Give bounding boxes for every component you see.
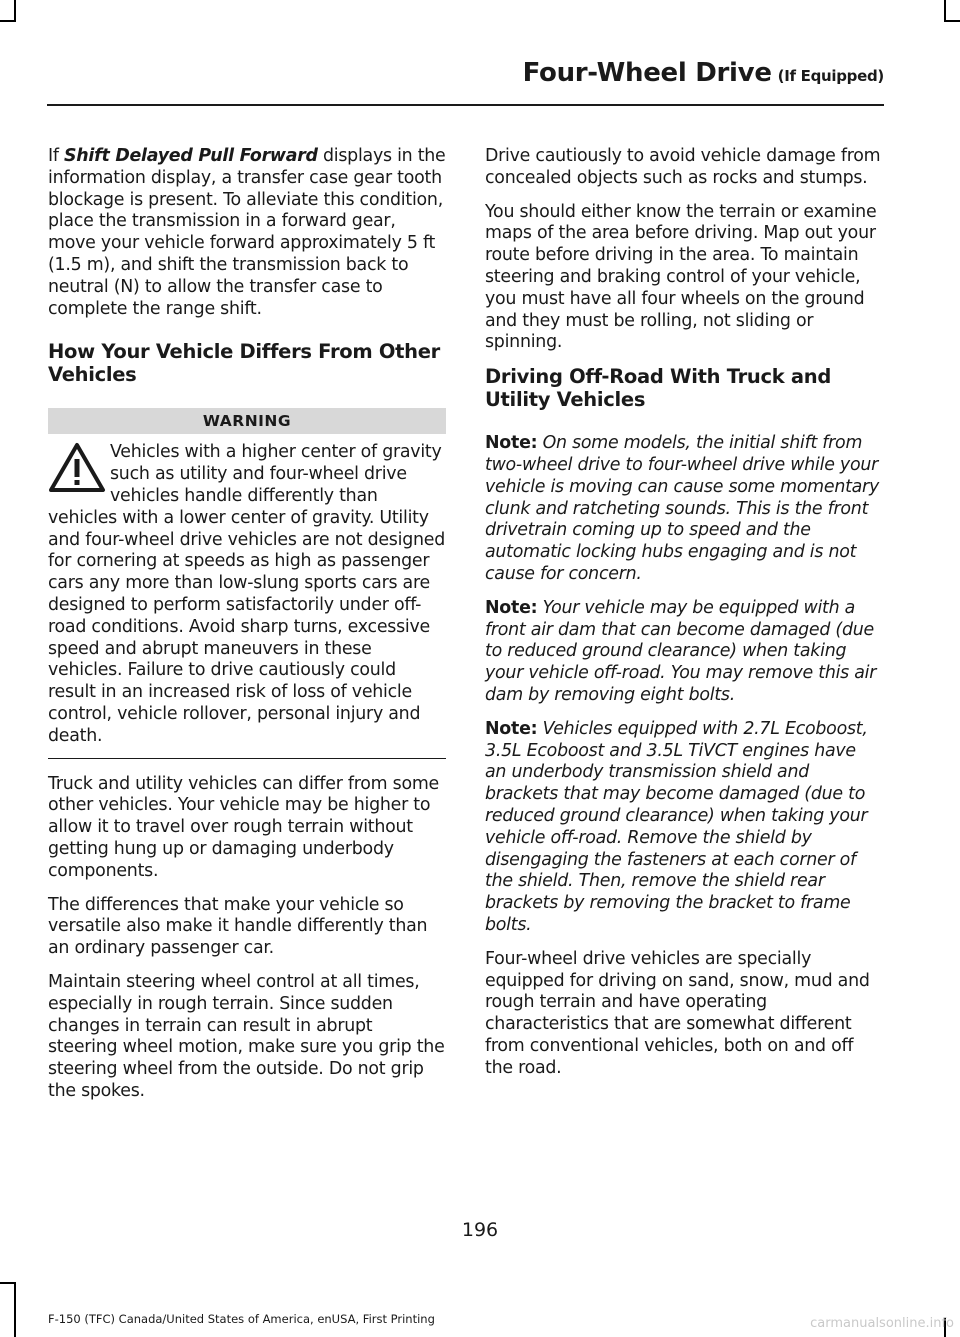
warning-text: Vehicles with a higher center of gravity such as utility and four-wheel drive vehicles handle differently than vehicles with a lower center of gravity. Utility and four-wheel drive vehicles are not designed for cornering at speeds as high as passenger cars any more than low-slung sports cars are designed to perform satisfactorily under off-road conditions. Avoid sharp turns, excessive speed and abrupt maneuvers in these vehicles. Failure to drive cautiously could result in an increased risk of loss of vehicle control, vehicle rollover, personal injury and death. (48, 442, 446, 746)
section-heading: How Your Vehicle Differs From Other Vehicles (48, 340, 441, 386)
note-label: Note: (485, 718, 538, 739)
paragraph: Four-wheel drive vehicles are specially equipped for driving on sand, snow, mud and rough terrain and have operating characteristics that are somewhat different from conventional vehicles, both on and off the road. (485, 948, 870, 1078)
text: If (48, 146, 65, 166)
note-text: Vehicles equipped with 2.7L Ecoboost, 3.5L Ecoboost and 3.5L TiVCT engines have an underbody transmission shield and brackets that may become damaged (due to reduced ground clearance) when taking your vehicle off-road. Remove the shield by disengaging the fasteners at each corner of the shield. Then, remove the shield rear brackets by removing the bracket to frame bolts. (485, 718, 868, 935)
note-label: Note: (485, 597, 538, 618)
crop-mark (14, 0, 16, 22)
section-heading: Driving Off-Road With Truck and Utility Vehicles (485, 365, 831, 411)
page-number: 196 (461, 1219, 499, 1241)
note-text: On some models, the initial shift from two-wheel drive to four-wheel drive while your vehicle is moving can cause some momentary clunk and ratcheting sounds. This is the front drivetrain coming up to speed and the automatic locking hubs engaging and is not cause for concern. (485, 433, 880, 584)
crop-mark (14, 1282, 16, 1337)
note (485, 433, 881, 586)
page-header (0, 58, 884, 88)
watermark: carmanualsonline.info (810, 1316, 954, 1331)
paragraph: Drive cautiously to avoid vehicle damage from concealed objects such as rocks and stumps. (485, 146, 881, 188)
warning-body (48, 442, 446, 758)
crop-mark (944, 20, 960, 22)
paragraph: Truck and utility vehicles can differ from some other vehicles. Your vehicle may be higher to allow it to travel over rough terrain without getting hung up or damaging underbody components. (48, 773, 439, 881)
header-title-suffix: (If Equipped) (777, 67, 884, 85)
header-title: Four-Wheel Drive (522, 58, 772, 88)
paragraph: You should either know the terrain or examine maps of the area before driving. Map out your route before driving in the area. To maintain steering and braking control of your vehicle, you must have all four wheels on the ground and they must be rolling, not sliding or spinning. (485, 201, 877, 353)
paragraph (48, 146, 446, 320)
note-label: Note: (485, 433, 538, 454)
warning-triangle-icon (48, 442, 106, 494)
note (485, 598, 881, 707)
footer-text: F-150 (TFC) Canada/United States of America, enUSA, First Printing (48, 1312, 435, 1326)
display-message: Shift Delayed Pull Forward (64, 146, 318, 166)
paragraph: Maintain steering wheel control at all times, especially in rough terrain. Since sudden changes in terrain can result in abrupt steering wheel motion, make sure you grip the steering wheel from the outside. Do not grip the spokes. (48, 971, 445, 1101)
warning-label: WARNING (48, 408, 446, 434)
left-column (48, 146, 446, 1115)
crop-mark (944, 0, 946, 22)
crop-mark (0, 1282, 16, 1284)
note-text: Your vehicle may be equipped with a front air dam that can become damaged (due to reduced ground clearance) when taking your vehicle off-road. You may remove this air dam by removing eight bolts. (485, 597, 877, 705)
header-rule (47, 104, 884, 106)
paragraph: The differences that make your vehicle so versatile also make it handle differently than an ordinary passenger car. (48, 894, 428, 959)
warning-rule (48, 758, 446, 759)
note (485, 719, 881, 937)
warning-box (48, 408, 446, 758)
right-column (485, 146, 881, 1091)
crop-mark (0, 20, 16, 22)
text: displays in the information display, a transfer case gear tooth blockage is present. To alleviate this condition, place the transmission in a forward gear, move your vehicle forward approximately 5 ft (1.5 m), and shift the transmission back to neutral (N) to allow the transfer case to complete the range shift. (48, 146, 446, 319)
